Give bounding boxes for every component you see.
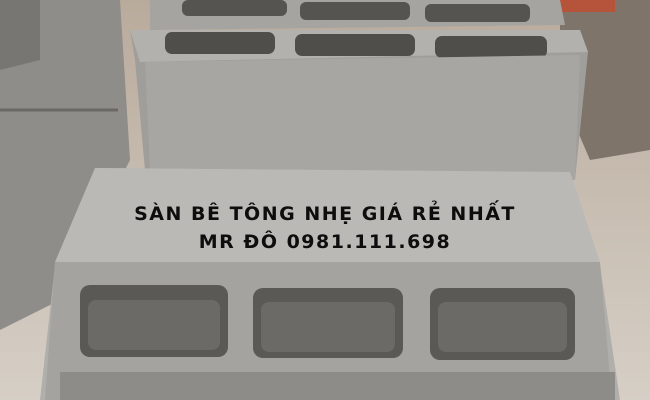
- overlay-title: SÀN BÊ TÔNG NHẸ GIÁ RẺ NHẤT: [134, 203, 516, 225]
- overlay-contact: MR ĐÔ 0981.111.698: [198, 231, 452, 253]
